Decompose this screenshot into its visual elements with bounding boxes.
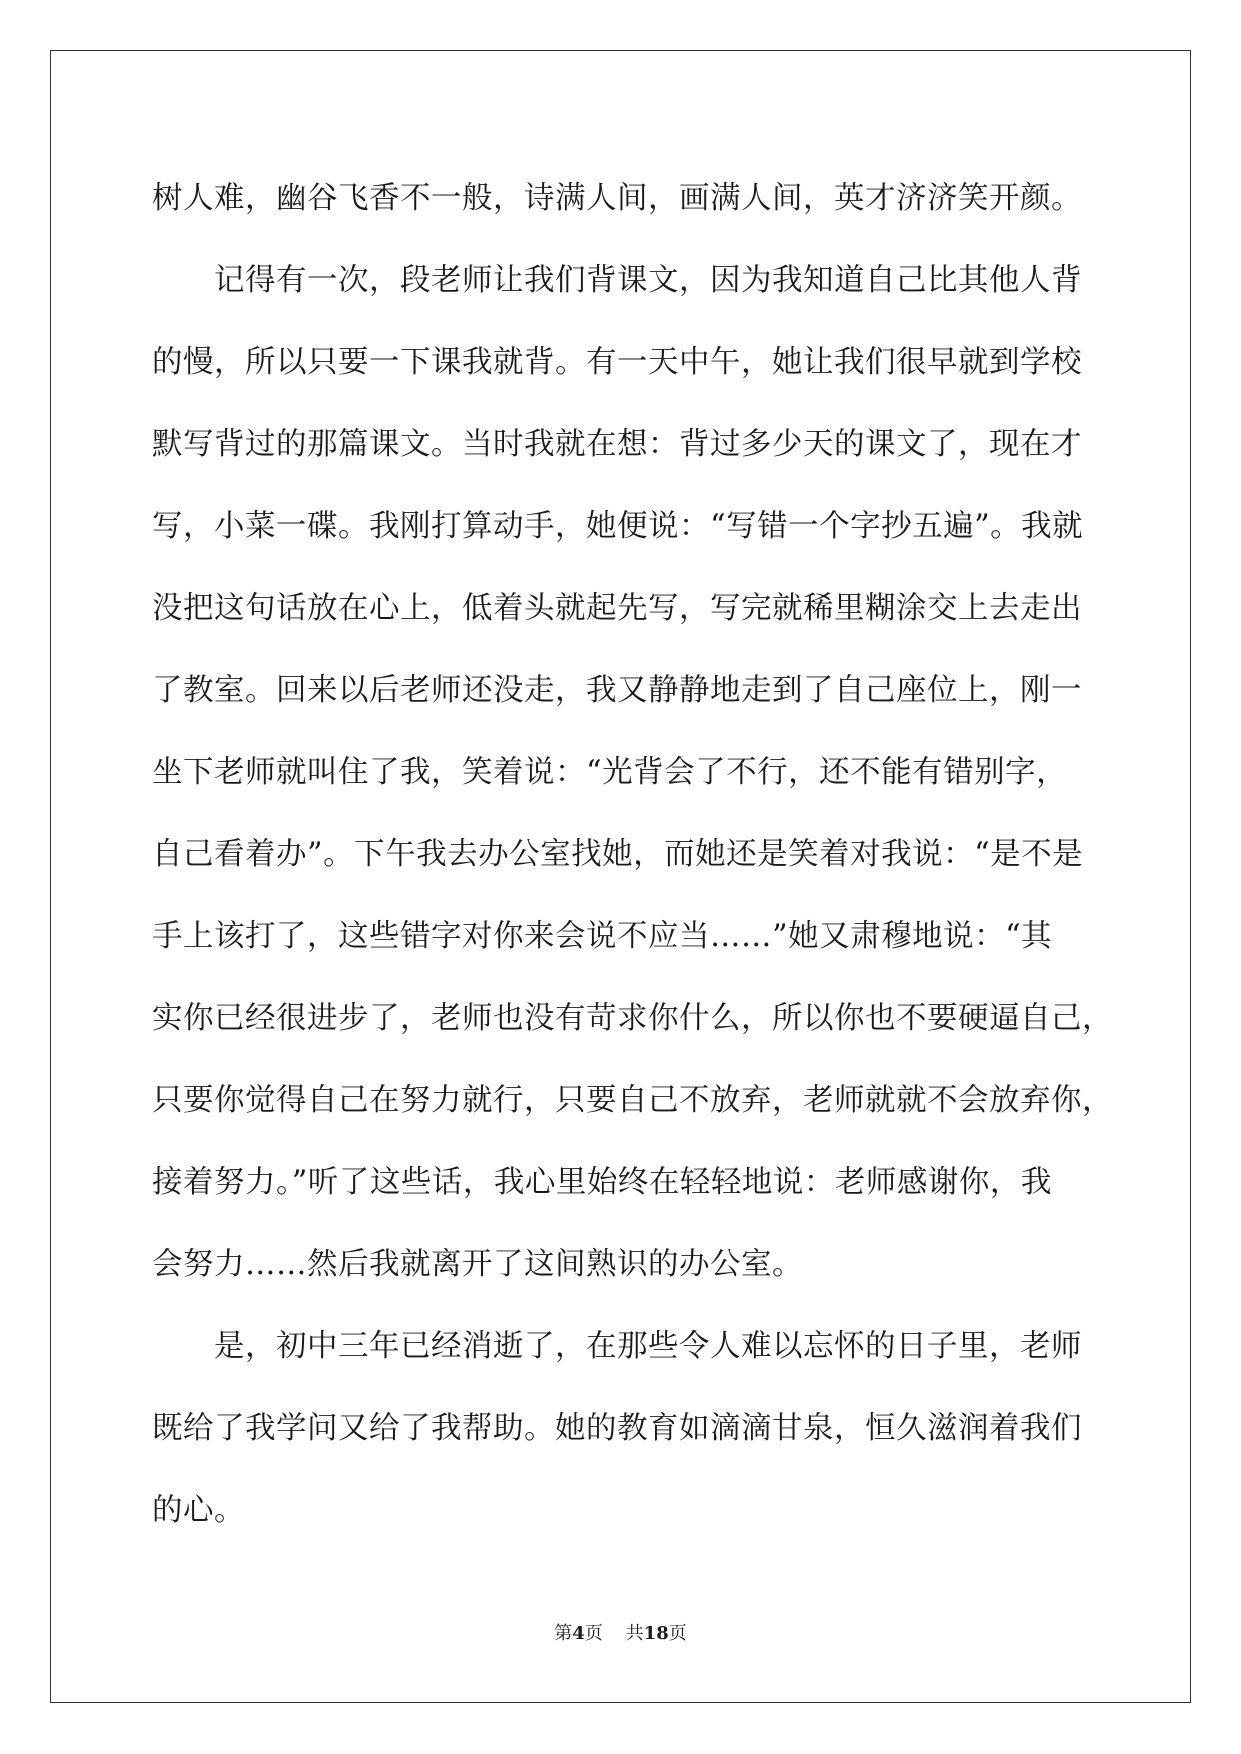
total-suffix: 页 xyxy=(668,1623,687,1644)
text-line: 记得有一次，段老师让我们背课文，因为我知道自己比其他人背 xyxy=(152,263,1082,298)
text-line: 是，初中三年已经消逝了，在那些令人难以忘怀的日子里，老师 xyxy=(152,1329,1082,1364)
text-line: 实你已经很进步了，老师也没有苛求你什么，所以你也不要硬逼自己， xyxy=(152,1001,1113,1036)
text-line: 会努力……然后我就离开了这间熟识的办公室。 xyxy=(152,1247,803,1282)
text-line: 写，小菜一碟。我刚打算动手，她便说：“写错一个字抄五遍”。我就 xyxy=(152,509,1084,544)
text-line: 了教室。回来以后老师还没走，我又静静地走到了自己座位上，刚一 xyxy=(152,673,1082,708)
text-line: 坐下老师就叫住了我，笑着说：“光背会了不行，还不能有错别字， xyxy=(152,755,1068,790)
text-line: 的慢，所以只要一下课我就背。有一天中午，她让我们很早就到学校 xyxy=(152,345,1082,380)
page-footer xyxy=(0,1622,1241,1646)
text-line: 树人难，幽谷飞香不一般，诗满人间，画满人间，英才济济笑开颜。 xyxy=(152,181,1082,216)
document-body xyxy=(152,158,1113,1552)
total-pages: 18 xyxy=(643,1623,669,1644)
text-line: 的心。 xyxy=(152,1493,245,1528)
page-prefix: 第 xyxy=(554,1623,573,1644)
total-prefix: 共 xyxy=(625,1623,644,1644)
text-line: 默写背过的那篇课文。当时我就在想：背过多少天的课文了，现在才 xyxy=(152,427,1082,462)
text-line: 既给了我学问又给了我帮助。她的教育如滴滴甘泉，恒久滋润着我们 xyxy=(152,1411,1082,1446)
text-line: 自己看着办”。下午我去办公室找她，而她还是笑着对我说：“是不是 xyxy=(152,837,1084,872)
text-line: 没把这句话放在心上，低着头就起先写，写完就稀里糊涂交上去走出 xyxy=(152,591,1082,626)
page-number: 4 xyxy=(572,1623,585,1644)
page-suffix: 页 xyxy=(584,1623,603,1644)
text-line: 手上该打了，这些错字对你来会说不应当……”她又肃穆地说：“其 xyxy=(152,919,1053,954)
text-line: 接着努力。”听了这些话，我心里始终在轻轻地说：老师感谢你，我 xyxy=(152,1165,1052,1200)
text-line: 只要你觉得自己在努力就行，只要自己不放弃，老师就就不会放弃你， xyxy=(152,1083,1113,1118)
